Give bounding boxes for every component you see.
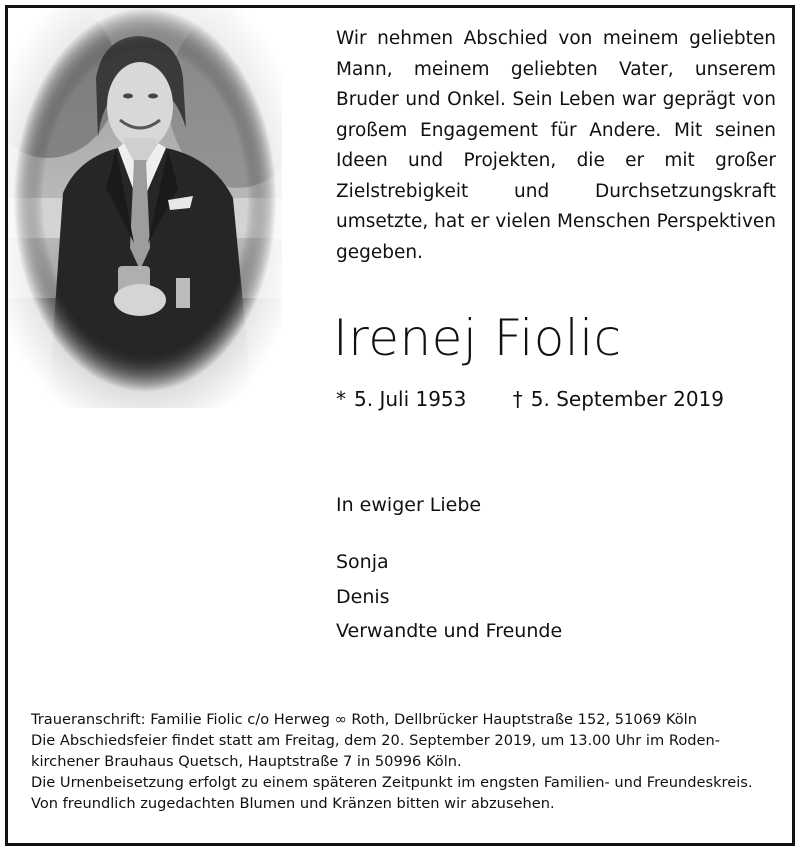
ceremony-info-line-1: Die Abschiedsfeier findet statt am Freitag, dem 20. September 2019, um 13.00 Uhr im Roden- [31,732,721,749]
ceremony-info-line-2: kirchener Brauhaus Quetsch, Hauptstraße 7 in 50996 Köln. [31,753,462,770]
death-date-text: 5. September 2019 [530,387,724,411]
birth-star-icon: * [336,387,346,411]
mourning-address: Traueranschrift: Familie Fiolic c/o Herweg ∞ Roth, Dellbrücker Hauptstraße 152, 51069 Köln [31,711,697,728]
death-cross-icon: † [512,387,523,411]
mourners-list [336,545,562,649]
portrait-photo [8,8,282,408]
footer-notes [31,709,771,814]
mourner-name: Sonja [336,551,389,573]
mourner-name: Denis [336,585,390,608]
intro-text: Wir nehmen Abschied von meinem geliebten Mann, meinem geliebten Vater, unserem Bruder und Onkel. Sein Leben war geprägt von großem Engagement für Andere. Mit seinen Ideen und Projekten, die er mit großer Zielstrebigkeit und Durchsetzungskraft umsetzte, hat er vielen Menschen Perspektiven gegeben. [336,28,776,263]
urn-burial-info: Die Urnenbeisetzung erfolgt zu einem späteren Zeitpunkt im engsten Familien- und Freundeskreis. [31,774,753,791]
life-dates [336,384,724,414]
deceased-name: Irenej Fiolic [333,309,622,367]
birth-date-text: 5. Juli 1953 [354,387,467,411]
death-date [513,384,724,414]
flowers-note: Von freundlich zugedachten Blumen und Kränzen bitten wir abzusehen. [31,795,555,812]
dedication: In ewiger Liebe [336,494,482,516]
mourner-name: Verwandte und Freunde [336,620,563,642]
birth-date [336,384,466,414]
